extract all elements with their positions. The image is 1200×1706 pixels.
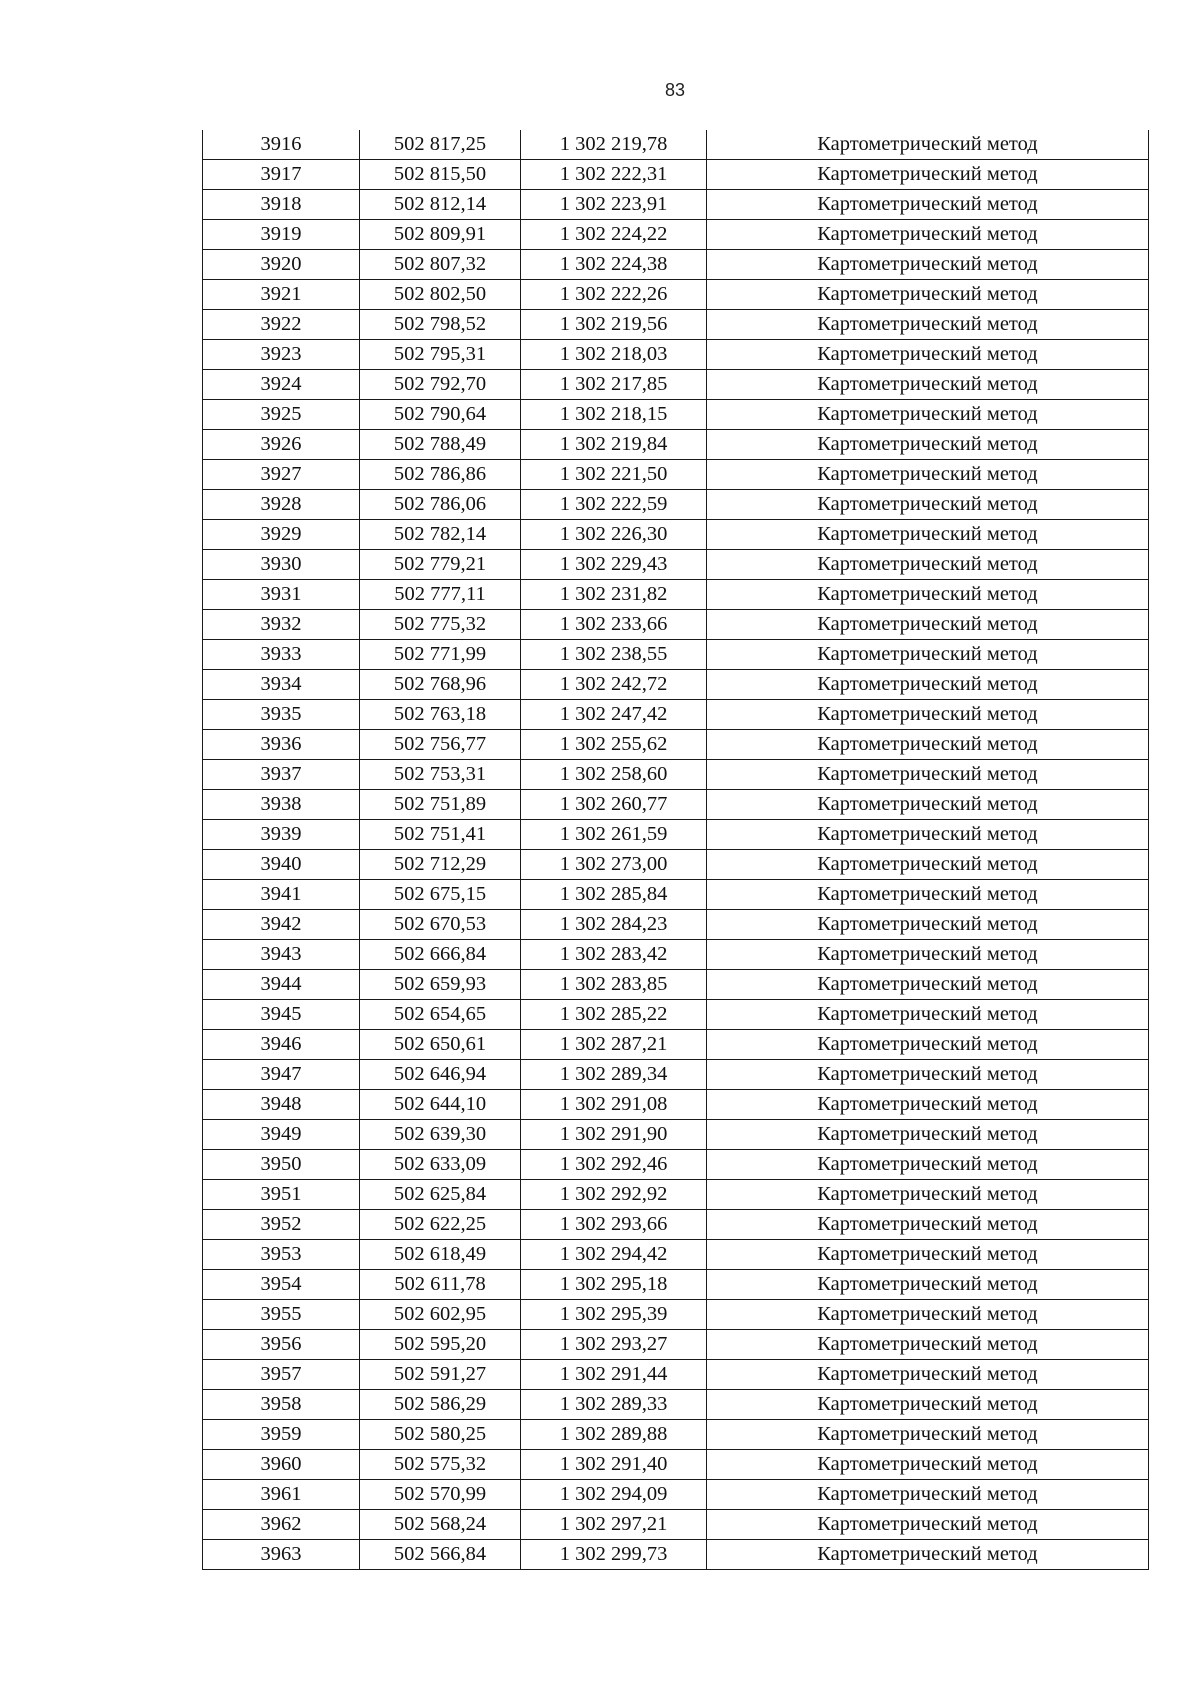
y-coordinate-cell: 1 302 289,33 — [521, 1390, 707, 1420]
table-row — [203, 250, 1149, 280]
y-coordinate-cell: 1 302 297,21 — [521, 1510, 707, 1540]
table-row — [203, 1480, 1149, 1510]
point-number-cell: 3929 — [203, 520, 360, 550]
table-row — [203, 1390, 1149, 1420]
y-coordinate-cell: 1 302 289,88 — [521, 1420, 707, 1450]
method-cell: Картометрический метод — [707, 1120, 1149, 1150]
method-cell: Картометрический метод — [707, 190, 1149, 220]
x-coordinate-cell: 502 595,20 — [360, 1330, 521, 1360]
coordinates-table — [202, 130, 1149, 1570]
table-row — [203, 400, 1149, 430]
point-number-cell: 3958 — [203, 1390, 360, 1420]
table-row — [203, 700, 1149, 730]
x-coordinate-cell: 502 790,64 — [360, 400, 521, 430]
y-coordinate-cell: 1 302 292,46 — [521, 1150, 707, 1180]
x-coordinate-cell: 502 659,93 — [360, 970, 521, 1000]
table-row — [203, 1300, 1149, 1330]
x-coordinate-cell: 502 812,14 — [360, 190, 521, 220]
method-cell: Картометрический метод — [707, 1150, 1149, 1180]
method-cell: Картометрический метод — [707, 1540, 1149, 1570]
x-coordinate-cell: 502 644,10 — [360, 1090, 521, 1120]
method-cell: Картометрический метод — [707, 490, 1149, 520]
point-number-cell: 3949 — [203, 1120, 360, 1150]
x-coordinate-cell: 502 580,25 — [360, 1420, 521, 1450]
method-cell: Картометрический метод — [707, 820, 1149, 850]
y-coordinate-cell: 1 302 293,66 — [521, 1210, 707, 1240]
point-number-cell: 3920 — [203, 250, 360, 280]
method-cell: Картометрический метод — [707, 670, 1149, 700]
x-coordinate-cell: 502 798,52 — [360, 310, 521, 340]
point-number-cell: 3934 — [203, 670, 360, 700]
table-row — [203, 280, 1149, 310]
y-coordinate-cell: 1 302 242,72 — [521, 670, 707, 700]
point-number-cell: 3930 — [203, 550, 360, 580]
table-row — [203, 910, 1149, 940]
x-coordinate-cell: 502 751,41 — [360, 820, 521, 850]
method-cell: Картометрический метод — [707, 460, 1149, 490]
point-number-cell: 3962 — [203, 1510, 360, 1540]
method-cell: Картометрический метод — [707, 880, 1149, 910]
table-row — [203, 760, 1149, 790]
method-cell: Картометрический метод — [707, 1090, 1149, 1120]
x-coordinate-cell: 502 751,89 — [360, 790, 521, 820]
method-cell: Картометрический метод — [707, 1390, 1149, 1420]
y-coordinate-cell: 1 302 261,59 — [521, 820, 707, 850]
y-coordinate-cell: 1 302 238,55 — [521, 640, 707, 670]
x-coordinate-cell: 502 650,61 — [360, 1030, 521, 1060]
method-cell: Картометрический метод — [707, 1450, 1149, 1480]
point-number-cell: 3951 — [203, 1180, 360, 1210]
point-number-cell: 3937 — [203, 760, 360, 790]
y-coordinate-cell: 1 302 287,21 — [521, 1030, 707, 1060]
y-coordinate-cell: 1 302 224,22 — [521, 220, 707, 250]
x-coordinate-cell: 502 675,15 — [360, 880, 521, 910]
method-cell: Картометрический метод — [707, 850, 1149, 880]
y-coordinate-cell: 1 302 255,62 — [521, 730, 707, 760]
method-cell: Картометрический метод — [707, 1240, 1149, 1270]
y-coordinate-cell: 1 302 283,85 — [521, 970, 707, 1000]
table-row — [203, 1360, 1149, 1390]
method-cell: Картометрический метод — [707, 1330, 1149, 1360]
table-row — [203, 1270, 1149, 1300]
point-number-cell: 3924 — [203, 370, 360, 400]
table-row — [203, 550, 1149, 580]
table-row — [203, 490, 1149, 520]
page-number: 83 — [664, 80, 686, 100]
x-coordinate-cell: 502 639,30 — [360, 1120, 521, 1150]
table-row — [203, 160, 1149, 190]
y-coordinate-cell: 1 302 299,73 — [521, 1540, 707, 1570]
x-coordinate-cell: 502 602,95 — [360, 1300, 521, 1330]
y-coordinate-cell: 1 302 293,27 — [521, 1330, 707, 1360]
y-coordinate-cell: 1 302 218,03 — [521, 340, 707, 370]
x-coordinate-cell: 502 712,29 — [360, 850, 521, 880]
point-number-cell: 3931 — [203, 580, 360, 610]
table-row — [203, 430, 1149, 460]
y-coordinate-cell: 1 302 222,31 — [521, 160, 707, 190]
coordinates-table-body — [203, 130, 1149, 1570]
method-cell: Картометрический метод — [707, 340, 1149, 370]
point-number-cell: 3956 — [203, 1330, 360, 1360]
y-coordinate-cell: 1 302 295,18 — [521, 1270, 707, 1300]
y-coordinate-cell: 1 302 258,60 — [521, 760, 707, 790]
x-coordinate-cell: 502 611,78 — [360, 1270, 521, 1300]
table-row — [203, 730, 1149, 760]
method-cell: Картометрический метод — [707, 1060, 1149, 1090]
method-cell: Картометрический метод — [707, 310, 1149, 340]
method-cell: Картометрический метод — [707, 1030, 1149, 1060]
y-coordinate-cell: 1 302 223,91 — [521, 190, 707, 220]
x-coordinate-cell: 502 788,49 — [360, 430, 521, 460]
y-coordinate-cell: 1 302 219,78 — [521, 130, 707, 160]
y-coordinate-cell: 1 302 224,38 — [521, 250, 707, 280]
method-cell: Картометрический метод — [707, 550, 1149, 580]
x-coordinate-cell: 502 566,84 — [360, 1540, 521, 1570]
point-number-cell: 3947 — [203, 1060, 360, 1090]
point-number-cell: 3936 — [203, 730, 360, 760]
table-row — [203, 1540, 1149, 1570]
point-number-cell: 3941 — [203, 880, 360, 910]
point-number-cell: 3933 — [203, 640, 360, 670]
x-coordinate-cell: 502 591,27 — [360, 1360, 521, 1390]
point-number-cell: 3957 — [203, 1360, 360, 1390]
y-coordinate-cell: 1 302 219,56 — [521, 310, 707, 340]
point-number-cell: 3948 — [203, 1090, 360, 1120]
point-number-cell: 3925 — [203, 400, 360, 430]
table-row — [203, 580, 1149, 610]
table-row — [203, 940, 1149, 970]
method-cell: Картометрический метод — [707, 610, 1149, 640]
table-row — [203, 1120, 1149, 1150]
y-coordinate-cell: 1 302 292,92 — [521, 1180, 707, 1210]
table-row — [203, 1060, 1149, 1090]
method-cell: Картометрический метод — [707, 640, 1149, 670]
point-number-cell: 3963 — [203, 1540, 360, 1570]
x-coordinate-cell: 502 618,49 — [360, 1240, 521, 1270]
table-row — [203, 1420, 1149, 1450]
method-cell: Картометрический метод — [707, 790, 1149, 820]
table-row — [203, 520, 1149, 550]
method-cell: Картометрический метод — [707, 1180, 1149, 1210]
y-coordinate-cell: 1 302 291,90 — [521, 1120, 707, 1150]
method-cell: Картометрический метод — [707, 1300, 1149, 1330]
x-coordinate-cell: 502 786,86 — [360, 460, 521, 490]
y-coordinate-cell: 1 302 222,59 — [521, 490, 707, 520]
method-cell: Картометрический метод — [707, 220, 1149, 250]
y-coordinate-cell: 1 302 217,85 — [521, 370, 707, 400]
x-coordinate-cell: 502 586,29 — [360, 1390, 521, 1420]
method-cell: Картометрический метод — [707, 1420, 1149, 1450]
x-coordinate-cell: 502 775,32 — [360, 610, 521, 640]
point-number-cell: 3945 — [203, 1000, 360, 1030]
y-coordinate-cell: 1 302 283,42 — [521, 940, 707, 970]
method-cell: Картометрический метод — [707, 730, 1149, 760]
point-number-cell: 3954 — [203, 1270, 360, 1300]
table-row — [203, 220, 1149, 250]
point-number-cell: 3927 — [203, 460, 360, 490]
y-coordinate-cell: 1 302 231,82 — [521, 580, 707, 610]
y-coordinate-cell: 1 302 218,15 — [521, 400, 707, 430]
method-cell: Картометрический метод — [707, 160, 1149, 190]
x-coordinate-cell: 502 782,14 — [360, 520, 521, 550]
x-coordinate-cell: 502 807,32 — [360, 250, 521, 280]
table-row — [203, 1210, 1149, 1240]
y-coordinate-cell: 1 302 260,77 — [521, 790, 707, 820]
x-coordinate-cell: 502 756,77 — [360, 730, 521, 760]
table-row — [203, 880, 1149, 910]
method-cell: Картометрический метод — [707, 430, 1149, 460]
y-coordinate-cell: 1 302 291,44 — [521, 1360, 707, 1390]
method-cell: Картометрический метод — [707, 910, 1149, 940]
x-coordinate-cell: 502 779,21 — [360, 550, 521, 580]
point-number-cell: 3928 — [203, 490, 360, 520]
table-row — [203, 790, 1149, 820]
method-cell: Картометрический метод — [707, 520, 1149, 550]
table-row — [203, 340, 1149, 370]
point-number-cell: 3943 — [203, 940, 360, 970]
method-cell: Картометрический метод — [707, 1210, 1149, 1240]
table-row — [203, 1330, 1149, 1360]
y-coordinate-cell: 1 302 294,09 — [521, 1480, 707, 1510]
y-coordinate-cell: 1 302 221,50 — [521, 460, 707, 490]
y-coordinate-cell: 1 302 226,30 — [521, 520, 707, 550]
y-coordinate-cell: 1 302 222,26 — [521, 280, 707, 310]
x-coordinate-cell: 502 670,53 — [360, 910, 521, 940]
y-coordinate-cell: 1 302 295,39 — [521, 1300, 707, 1330]
method-cell: Картометрический метод — [707, 760, 1149, 790]
point-number-cell: 3942 — [203, 910, 360, 940]
point-number-cell: 3918 — [203, 190, 360, 220]
y-coordinate-cell: 1 302 285,22 — [521, 1000, 707, 1030]
method-cell: Картометрический метод — [707, 400, 1149, 430]
point-number-cell: 3946 — [203, 1030, 360, 1060]
x-coordinate-cell: 502 633,09 — [360, 1150, 521, 1180]
table-row — [203, 970, 1149, 1000]
x-coordinate-cell: 502 802,50 — [360, 280, 521, 310]
table-row — [203, 370, 1149, 400]
method-cell: Картометрический метод — [707, 250, 1149, 280]
method-cell: Картометрический метод — [707, 130, 1149, 160]
x-coordinate-cell: 502 795,31 — [360, 340, 521, 370]
table-row — [203, 610, 1149, 640]
method-cell: Картометрический метод — [707, 1000, 1149, 1030]
y-coordinate-cell: 1 302 289,34 — [521, 1060, 707, 1090]
method-cell: Картометрический метод — [707, 1270, 1149, 1300]
table-row — [203, 1030, 1149, 1060]
y-coordinate-cell: 1 302 233,66 — [521, 610, 707, 640]
table-row — [203, 1450, 1149, 1480]
x-coordinate-cell: 502 815,50 — [360, 160, 521, 190]
table-row — [203, 1240, 1149, 1270]
point-number-cell: 3940 — [203, 850, 360, 880]
x-coordinate-cell: 502 654,65 — [360, 1000, 521, 1030]
point-number-cell: 3919 — [203, 220, 360, 250]
x-coordinate-cell: 502 771,99 — [360, 640, 521, 670]
x-coordinate-cell: 502 622,25 — [360, 1210, 521, 1240]
point-number-cell: 3960 — [203, 1450, 360, 1480]
point-number-cell: 3939 — [203, 820, 360, 850]
point-number-cell: 3953 — [203, 1240, 360, 1270]
x-coordinate-cell: 502 575,32 — [360, 1450, 521, 1480]
table-row — [203, 1000, 1149, 1030]
x-coordinate-cell: 502 646,94 — [360, 1060, 521, 1090]
x-coordinate-cell: 502 809,91 — [360, 220, 521, 250]
point-number-cell: 3926 — [203, 430, 360, 460]
table-row — [203, 1090, 1149, 1120]
table-row — [203, 850, 1149, 880]
method-cell: Картометрический метод — [707, 580, 1149, 610]
table-row — [203, 1510, 1149, 1540]
point-number-cell: 3923 — [203, 340, 360, 370]
x-coordinate-cell: 502 792,70 — [360, 370, 521, 400]
table-row — [203, 670, 1149, 700]
point-number-cell: 3932 — [203, 610, 360, 640]
y-coordinate-cell: 1 302 291,40 — [521, 1450, 707, 1480]
y-coordinate-cell: 1 302 285,84 — [521, 880, 707, 910]
method-cell: Картометрический метод — [707, 280, 1149, 310]
y-coordinate-cell: 1 302 273,00 — [521, 850, 707, 880]
y-coordinate-cell: 1 302 291,08 — [521, 1090, 707, 1120]
point-number-cell: 3961 — [203, 1480, 360, 1510]
y-coordinate-cell: 1 302 284,23 — [521, 910, 707, 940]
method-cell: Картометрический метод — [707, 370, 1149, 400]
x-coordinate-cell: 502 666,84 — [360, 940, 521, 970]
x-coordinate-cell: 502 817,25 — [360, 130, 521, 160]
table-row — [203, 190, 1149, 220]
method-cell: Картометрический метод — [707, 1480, 1149, 1510]
x-coordinate-cell: 502 777,11 — [360, 580, 521, 610]
x-coordinate-cell: 502 768,96 — [360, 670, 521, 700]
method-cell: Картометрический метод — [707, 970, 1149, 1000]
method-cell: Картометрический метод — [707, 700, 1149, 730]
table-row — [203, 640, 1149, 670]
y-coordinate-cell: 1 302 219,84 — [521, 430, 707, 460]
x-coordinate-cell: 502 763,18 — [360, 700, 521, 730]
point-number-cell: 3922 — [203, 310, 360, 340]
table-row — [203, 1150, 1149, 1180]
point-number-cell: 3917 — [203, 160, 360, 190]
table-row — [203, 130, 1149, 160]
point-number-cell: 3916 — [203, 130, 360, 160]
point-number-cell: 3921 — [203, 280, 360, 310]
table-row — [203, 1180, 1149, 1210]
point-number-cell: 3935 — [203, 700, 360, 730]
method-cell: Картометрический метод — [707, 940, 1149, 970]
table-row — [203, 310, 1149, 340]
point-number-cell: 3944 — [203, 970, 360, 1000]
point-number-cell: 3950 — [203, 1150, 360, 1180]
table-row — [203, 460, 1149, 490]
x-coordinate-cell: 502 570,99 — [360, 1480, 521, 1510]
point-number-cell: 3955 — [203, 1300, 360, 1330]
x-coordinate-cell: 502 753,31 — [360, 760, 521, 790]
x-coordinate-cell: 502 568,24 — [360, 1510, 521, 1540]
method-cell: Картометрический метод — [707, 1510, 1149, 1540]
point-number-cell: 3959 — [203, 1420, 360, 1450]
x-coordinate-cell: 502 625,84 — [360, 1180, 521, 1210]
y-coordinate-cell: 1 302 294,42 — [521, 1240, 707, 1270]
point-number-cell: 3952 — [203, 1210, 360, 1240]
point-number-cell: 3938 — [203, 790, 360, 820]
table-row — [203, 820, 1149, 850]
y-coordinate-cell: 1 302 247,42 — [521, 700, 707, 730]
y-coordinate-cell: 1 302 229,43 — [521, 550, 707, 580]
x-coordinate-cell: 502 786,06 — [360, 490, 521, 520]
method-cell: Картометрический метод — [707, 1360, 1149, 1390]
